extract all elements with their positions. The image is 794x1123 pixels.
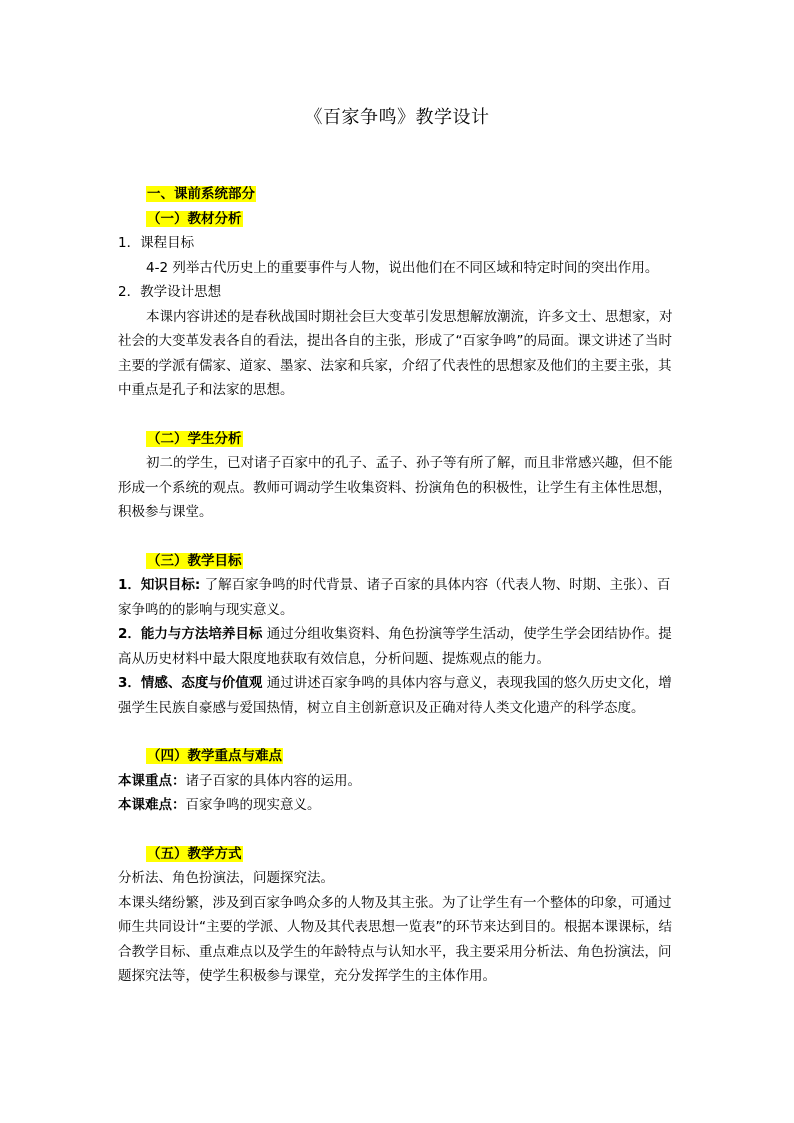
spacer — [118, 525, 678, 549]
sub2-heading: （二）学生分析 — [147, 430, 242, 447]
sub5-line1: 分析法、角色扮演法，问题探究法。 — [118, 870, 334, 886]
sub1-heading-line — [118, 207, 678, 232]
sub2-text: 初二的学生，已对诸子百家中的孔子、孟子、孙子等有所了解，而且非常感兴趣，但不能形成一个系统的观点。教师可调动学生收集资料、扮演角色的积极性，让学生有主体性思想，积极参与课堂。 — [118, 455, 673, 520]
goal3-text: 通过讲述百家争鸣的具体内容与意义，表现我国的悠久历史文化，增强学生民族自豪感与爱国热情，树立自主创新意识及正确对待人类文化遗产的科学态度。 — [118, 675, 672, 716]
spacer — [118, 818, 678, 842]
sub3-heading: （三）教学目标 — [147, 552, 242, 569]
difficult-point-label: 本课难点： — [118, 797, 186, 813]
goal2-paragraph — [118, 622, 678, 671]
sub1-item1-text: 4-2 列举古代历史上的重要事件与人物，说出他们在不同区域和特定时间的突出作用。 — [146, 259, 659, 276]
goal2-label: 2．能力与方法培养目标 — [118, 626, 263, 642]
key-point-label: 本课重点： — [118, 772, 186, 789]
goal1-label: 1．知识目标: — [118, 577, 201, 593]
sub5-heading: （五）教学方式 — [147, 845, 242, 862]
document-body — [118, 182, 678, 989]
sub4-heading-line — [118, 744, 678, 769]
key-point-line — [118, 769, 678, 794]
goal1-text: 了解百家争鸣的时代背景、诸子百家的具体内容（代表人物、时期、主张）、百家争鸣的的影响与现实意义。 — [118, 577, 671, 618]
goal1-paragraph — [118, 573, 678, 622]
section1-heading-line — [118, 182, 678, 207]
sub1-item1-label: 1．课程目标 — [118, 235, 195, 251]
sub1-item2-text: 本课内容讲述的是春秋战国时期社会巨大变革引发思想解放潮流，许多文士、思想家，对社会的大变革发表各自的看法，提出各自的主张，形成了“百家争鸣”的局面。课文讲述了当时主要的学派有儒家、道家、墨家、法家和兵家，介绍了代表性的思想家及他们的主要主张，其中重点是孔子和法家的思想。 — [118, 308, 673, 398]
document-title: 《百家争鸣》教学设计 — [304, 107, 490, 128]
spacer — [118, 720, 678, 744]
sub1-heading: （一）教材分析 — [147, 210, 242, 227]
sub2-heading-line — [118, 427, 678, 452]
goal3-paragraph — [118, 671, 678, 720]
goal3-label: 3．情感、态度与价值观 — [118, 675, 263, 691]
difficult-point-text: 百家争鸣的现实意义。 — [185, 797, 321, 813]
sub5-line2: 本课头绪纷繁，涉及到百家争鸣众多的人物及其主张。为了让学生有一个整体的印象，可通过师生共同设计“主要的学派、人物及其代表思想一览表”的环节来达到目的。根据本课课标，结合教学目标、重点难点以及学生的年龄特点与认知水平，我主要采用分析法、角色扮演法，问题探究法等，使学生积极参与课堂，充分发挥学生的主体作用。 — [118, 894, 672, 984]
sub5-heading-line — [118, 842, 678, 867]
goal2-text: 通过分组收集资料、角色扮演等学生活动，使学生学会团结协作。提高从历史材料中最大限度地获取有效信息，分析问题、提炼观点的能力。 — [118, 626, 672, 667]
sub4-heading: （四）教学重点与难点 — [147, 748, 282, 764]
difficult-point-line — [118, 793, 678, 818]
sub1-item2-label: 2．教学设计思想 — [118, 284, 222, 300]
sub3-heading-line — [118, 549, 678, 574]
key-point-text: 诸子百家的具体内容的运用。 — [185, 772, 361, 789]
section1-heading: 一、课前系统部分 — [147, 186, 255, 202]
spacer — [118, 403, 678, 427]
